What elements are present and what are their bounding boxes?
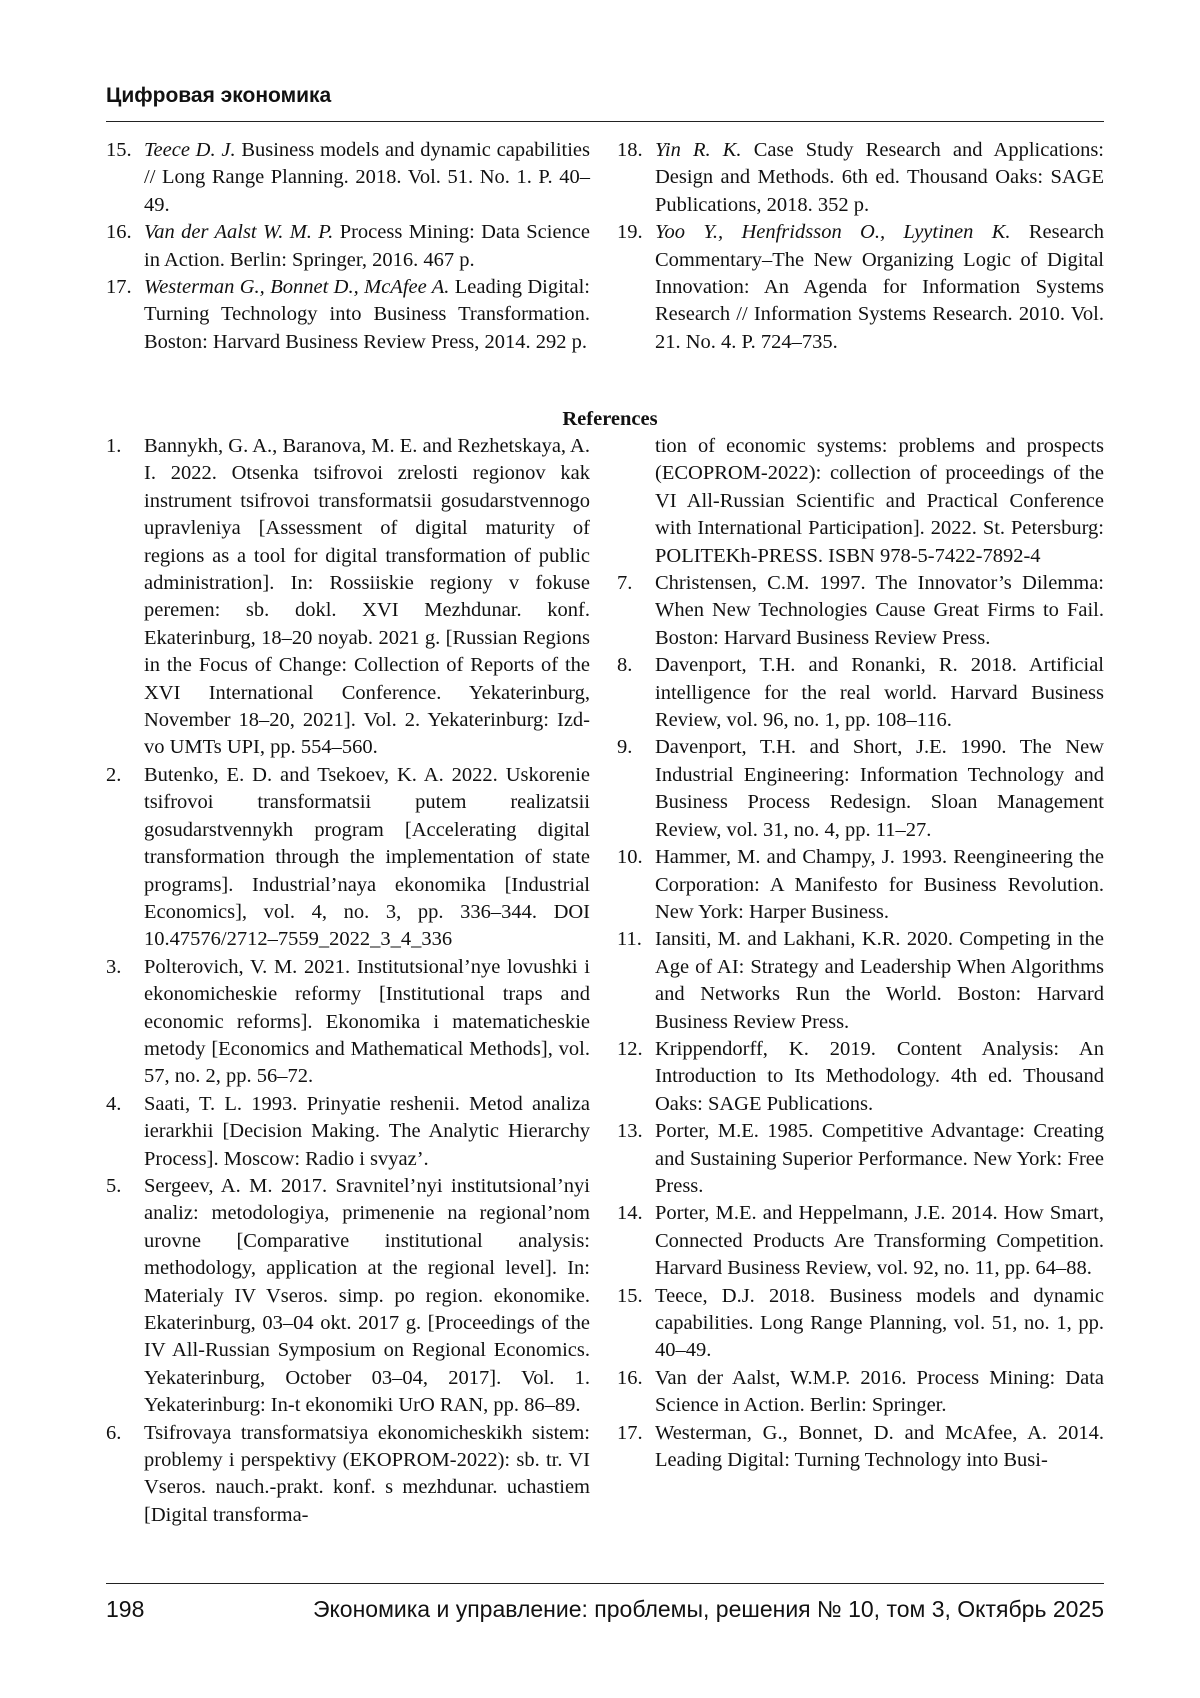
list-item: 17. Westerman, G., Bonnet, D. and McAfee, A. 2014. Leading Digital: Turning Technology into Busi- xyxy=(617,1421,1104,1472)
bibliography-top-right xyxy=(617,137,1104,356)
bibliography-top-left xyxy=(106,137,590,356)
list-item-continuation: tion of economic systems: problems and prospects (ECOPROM-2022): collection of proceedings of the VI All-Russian Scientific and Practical Conference with International Participation]. 2022. St. Petersburg: POLITEKh-PRESS. ISBN 978-5-7422-7892-4 xyxy=(655,435,1104,567)
list-item: 17. Westerman G., Bonnet D., McAfee A. Leading Digital: Turning Technology into Business Transformation. Boston: Harvard Business Review Press, 2014. 292 p. xyxy=(106,276,590,353)
list-item: 19. Yoo Y., Henfridsson O., Lyytinen K. Research Commentary–The New Organizing Logic of Digital Innovation: An Agenda for Information Systems Research // Information Systems Research. 2010. Vol. 21. No. 4. P. 724–735. xyxy=(617,221,1104,353)
list-item: 11. Iansiti, M. and Lakhani, K.R. 2020. Competing in the Age of AI: Strategy and Leadership When Algorithms and Networks Run the World. Boston: Harvard Business Review Press. xyxy=(617,928,1104,1033)
list-item: 16. Van der Aalst W. M. P. Process Mining: Data Science in Action. Berlin: Springer, 2016. 467 p. xyxy=(106,221,590,271)
list-item: 16. Van der Aalst, W.M.P. 2016. Process Mining: Data Science in Action. Berlin: Springer. xyxy=(617,1366,1104,1417)
list-item: 15. Teece, D.J. 2018. Business models and dynamic capabilities. Long Range Planning, vol. 51, no. 1, pp. 40–49. xyxy=(617,1284,1104,1362)
journal-citation: Экономика и управление: проблемы, решения № 10, том 3, Октябрь 2025 xyxy=(312,1596,1104,1622)
page-number: 198 xyxy=(106,1596,145,1622)
list-item: 18. Yin R. K. Case Study Research and Applications: Design and Methods. 6th ed. Thousand Oaks: SAGE Publications, 2018. 352 p. xyxy=(617,139,1104,216)
list-item: 1. Bannykh, G. A., Baranova, M. E. and Rezhetskaya, A. I. 2022. Otsenka tsifrovoi zrelosti regionov kak instrument tsifrovoi transformatsii gosudarstvennogo upravleniya [Assessment of digital maturity of regions as a tool for digital transformation of public administration]. In: Rossiiskie regiony v fokuse peremen: sb. dokl. XVI Mezhdunar. konf. Ekaterinburg, 18–20 noyab. 2021 g. [Russian Regions in the Focus of Change: Collection of Reports of the XVI International Conference. Yekaterinburg, November 18–20, 2021]. Vol. 2. Yekaterinburg: Izd-vo UMTs UPI, pp. 554–560. xyxy=(106,435,590,759)
references-left-column xyxy=(106,433,590,1529)
list-item: 10. Hammer, M. and Champy, J. 1993. Reengineering the Corporation: A Manifesto for Business Revolution. New York: Harper Business. xyxy=(617,846,1104,923)
list-item: 2. Butenko, E. D. and Tsekoev, K. A. 2022. Uskorenie tsifrovoi transformatsii putem realizatsii gosudarstvennykh program [Accelerating digital transformation through the implementation of state programs]. Industrial’naya ekonomika [Industrial Economics], vol. 4, no. 3, pp. 336–344. DOI 10.47576/2712–7559_2022_3_4_336 xyxy=(106,763,590,951)
list-item: 9. Davenport, T.H. and Short, J.E. 1990. The New Industrial Engineering: Information Technology and Business Process Redesign. Sloan Management Review, vol. 31, no. 4, pp. 11–27. xyxy=(617,736,1104,841)
list-item: 5. Sergeev, A. M. 2017. Sravnitel’nyi institutsional’nyi analiz: metodologiya, primenenie na regional’nom urovne [Comparative institutional analysis: methodology, application at the regional level]. In: Materialy IV Vseros. simp. po region. ekonomike. Ekaterinburg, 03–04 okt. 2017 g. [Proceedings of the IV All-Russian Symposium on Regional Economics. Yekaterinburg, October 03–04, 2017]. Vol. 1. Yekaterinburg: In-t ekonomiki UrO RAN, pp. 86–89. xyxy=(106,1174,590,1417)
list-item: 12. Krippendorff, K. 2019. Content Analysis: An Introduction to Its Methodology. 4th ed. Thousand Oaks: SAGE Publications. xyxy=(617,1037,1104,1115)
list-item: 13. Porter, M.E. 1985. Competitive Advantage: Creating and Sustaining Superior Performance. New York: Free Press. xyxy=(617,1120,1104,1197)
references-heading: References xyxy=(562,408,658,430)
list-item: 4. Saati, T. L. 1993. Prinyatie reshenii. Metod analiza ierarkhii [Decision Making. The Analytic Hierarchy Process]. Moscow: Radio i svyaz’. xyxy=(106,1092,590,1170)
list-item: 3. Polterovich, V. M. 2021. Institutsional’nye lovushki i ekonomicheskie reformy [Institutional traps and economic reforms]. Ekonomika i matematicheskie metody [Economics and Mathematical Methods], vol. 57, no. 2, pp. 56–72. xyxy=(106,955,590,1088)
list-item: 6. Tsifrovaya transformatsiya ekonomicheskikh sistem: problemy i perspektivy (EKOPROM-2022): sb. tr. VI Vseros. nauch.-prakt. konf. s mezhdunar. uchastiem [Digital transforma- xyxy=(106,1421,590,1526)
list-item: 15. Teece D. J. Business models and dynamic capabilities // Long Range Planning. 2018. Vol. 51. No. 1. P. 40–49. xyxy=(106,139,590,216)
footer-rule xyxy=(106,1583,1104,1584)
header-rule xyxy=(106,121,1104,122)
running-header-title: Цифровая экономика xyxy=(106,84,332,107)
list-item: 14. Porter, M.E. and Heppelmann, J.E. 2014. How Smart, Connected Products Are Transforming Competition. Harvard Business Review, vol. 92, no. 11, pp. 64–88. xyxy=(617,1202,1104,1280)
list-item: 8. Davenport, T.H. and Ronanki, R. 2018. Artificial intelligence for the real world. Harvard Business Review, vol. 96, no. 1, pp. 108–116. xyxy=(617,654,1104,732)
references-right-column xyxy=(617,433,1104,1474)
list-item: 7. Christensen, C.M. 1997. The Innovator’s Dilemma: When New Technologies Cause Great Firms to Fail. Boston: Harvard Business Review Press. xyxy=(617,572,1104,649)
